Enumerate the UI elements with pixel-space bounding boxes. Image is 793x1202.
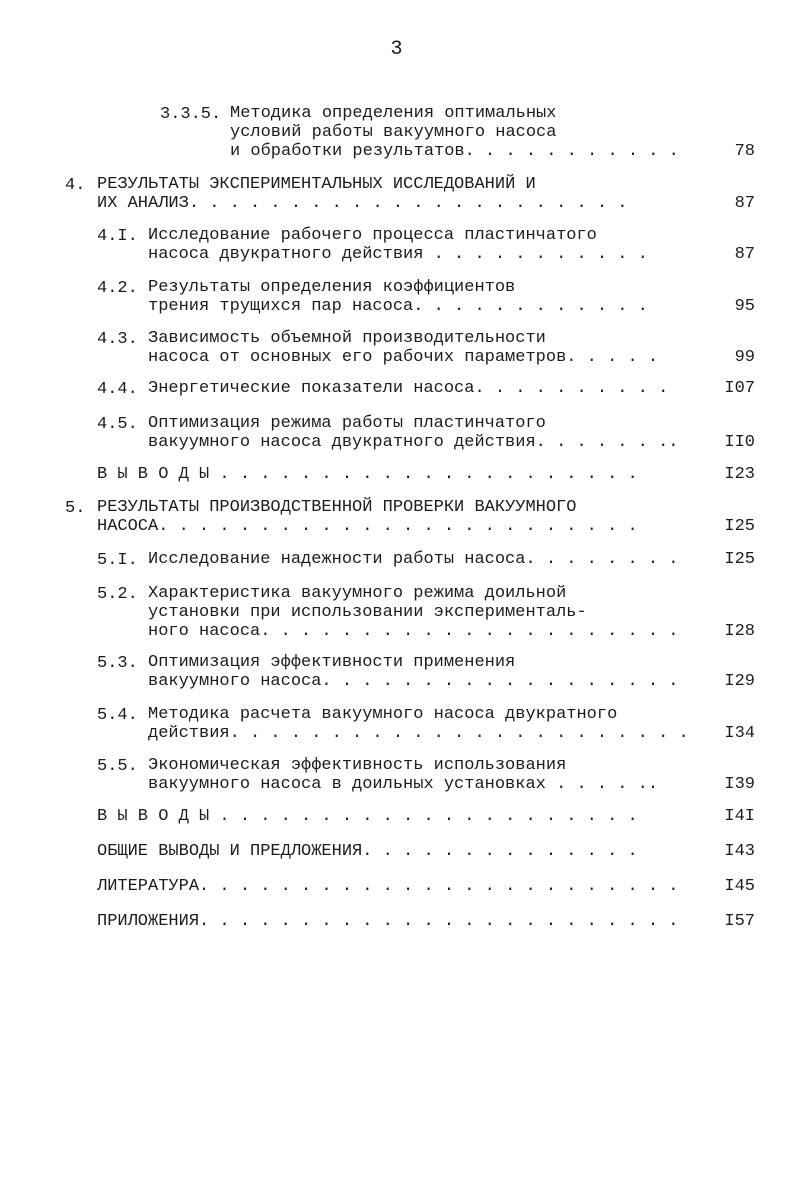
entry-page: I39 <box>724 775 755 794</box>
entry-line: РЕЗУЛЬТАТЫ ЭКСПЕРИМЕНТАЛЬНЫХ ИССЛЕДОВАНИЙ И <box>97 175 536 194</box>
entry-number: 3.3.5. <box>160 105 222 124</box>
entry-number: 4. <box>65 176 86 195</box>
entry-page: I45 <box>724 877 755 896</box>
entry-number: 4.I. <box>97 227 138 246</box>
entry-page: I25 <box>724 517 755 536</box>
entry-line: Экономическая эффективность использования <box>148 756 567 775</box>
entry-number: 5. <box>65 499 86 518</box>
entry-page: 87 <box>734 194 755 213</box>
entry-number: 4.2. <box>97 279 138 298</box>
entry-line: Исследование надежности работы насоса. . . . . . . . <box>148 550 679 569</box>
entry-line: НАСОСА. . . . . . . . . . . . . . . . . . . . . . . . <box>97 517 638 536</box>
entry-line: Зависимость объемной производительности <box>148 329 546 348</box>
entry-line: РЕЗУЛЬТАТЫ ПРОИЗВОДСТВЕННОЙ ПРОВЕРКИ ВАКУУМНОГО <box>97 498 577 517</box>
entry-page: I28 <box>724 622 755 641</box>
entry-number: 5.3. <box>97 654 138 673</box>
entry-line: Оптимизация эффективности применения <box>148 653 516 672</box>
entry-page: II0 <box>724 433 755 452</box>
entry-line: ИХ АНАЛИЗ. . . . . . . . . . . . . . . . . . . . . . <box>97 194 628 213</box>
entry-line: Характеристика вакуумного режима доильной <box>148 584 567 603</box>
entry-line: и обработки результатов. . . . . . . . . . . <box>230 142 679 161</box>
entry-number: 5.I. <box>97 551 138 570</box>
entry-number: 4.4. <box>97 380 138 399</box>
entry-line: Энергетические показатели насоса. . . . . . . . . . <box>148 379 669 398</box>
entry-number: 5.2. <box>97 585 138 604</box>
entry-line: трения трущихся пар насоса. . . . . . . . . . . . <box>148 297 648 316</box>
entry-line: В Ы В О Д Ы . . . . . . . . . . . . . . . . . . . . . <box>97 465 638 484</box>
entry-page: I4I <box>724 807 755 826</box>
entry-line: ЛИТЕРАТУРА. . . . . . . . . . . . . . . . . . . . . . . . <box>97 877 679 896</box>
entry-page: I23 <box>724 465 755 484</box>
entry-line: Результаты определения коэффициентов <box>148 278 516 297</box>
entry-page: 99 <box>734 348 755 367</box>
entry-page: 87 <box>734 245 755 264</box>
entry-number: 4.3. <box>97 330 138 349</box>
entry-number: 4.5. <box>97 415 138 434</box>
entry-page: I29 <box>724 672 755 691</box>
entry-line: установки при использовании эксперименталь- <box>148 603 587 622</box>
entry-line: насоса двукратного действия . . . . . . . . . . . <box>148 245 648 264</box>
entry-page: 78 <box>734 142 755 161</box>
entry-line: вакуумного насоса двукратного действия. . . . . . .. <box>148 433 679 452</box>
page-number: 3 <box>390 38 403 61</box>
entry-line: вакуумного насоса в доильных установках . . . . .. <box>148 775 659 794</box>
entry-line: вакуумного насоса. . . . . . . . . . . . . . . . . . <box>148 672 679 691</box>
entry-page: I34 <box>724 724 755 743</box>
entry-page: I43 <box>724 842 755 861</box>
entry-line: ОБЩИЕ ВЫВОДЫ И ПРЕДЛОЖЕНИЯ. . . . . . . . . . . . . . <box>97 842 638 861</box>
entry-line: Методика определения оптимальных <box>230 104 557 123</box>
entry-line: Методика расчета вакуумного насоса двукратного <box>148 705 618 724</box>
entry-line: условий работы вакуумного насоса <box>230 123 557 142</box>
entry-line: Оптимизация режима работы пластинчатого <box>148 414 546 433</box>
entry-page: I57 <box>724 912 755 931</box>
entry-page: I07 <box>724 379 755 398</box>
entry-line: Исследование рабочего процесса пластинчатого <box>148 226 597 245</box>
entry-line: В Ы В О Д Ы . . . . . . . . . . . . . . . . . . . . . <box>97 807 638 826</box>
entry-line: насоса от основных его рабочих параметров. . . . . <box>148 348 659 367</box>
entry-page: I25 <box>724 550 755 569</box>
entry-line: ного насоса. . . . . . . . . . . . . . . . . . . . . <box>148 622 679 641</box>
entry-line: действия. . . . . . . . . . . . . . . . . . . . . . . <box>148 724 689 743</box>
entry-number: 5.5. <box>97 757 138 776</box>
entry-number: 5.4. <box>97 706 138 725</box>
entry-line: ПРИЛОЖЕНИЯ. . . . . . . . . . . . . . . . . . . . . . . . <box>97 912 679 931</box>
entry-page: 95 <box>734 297 755 316</box>
